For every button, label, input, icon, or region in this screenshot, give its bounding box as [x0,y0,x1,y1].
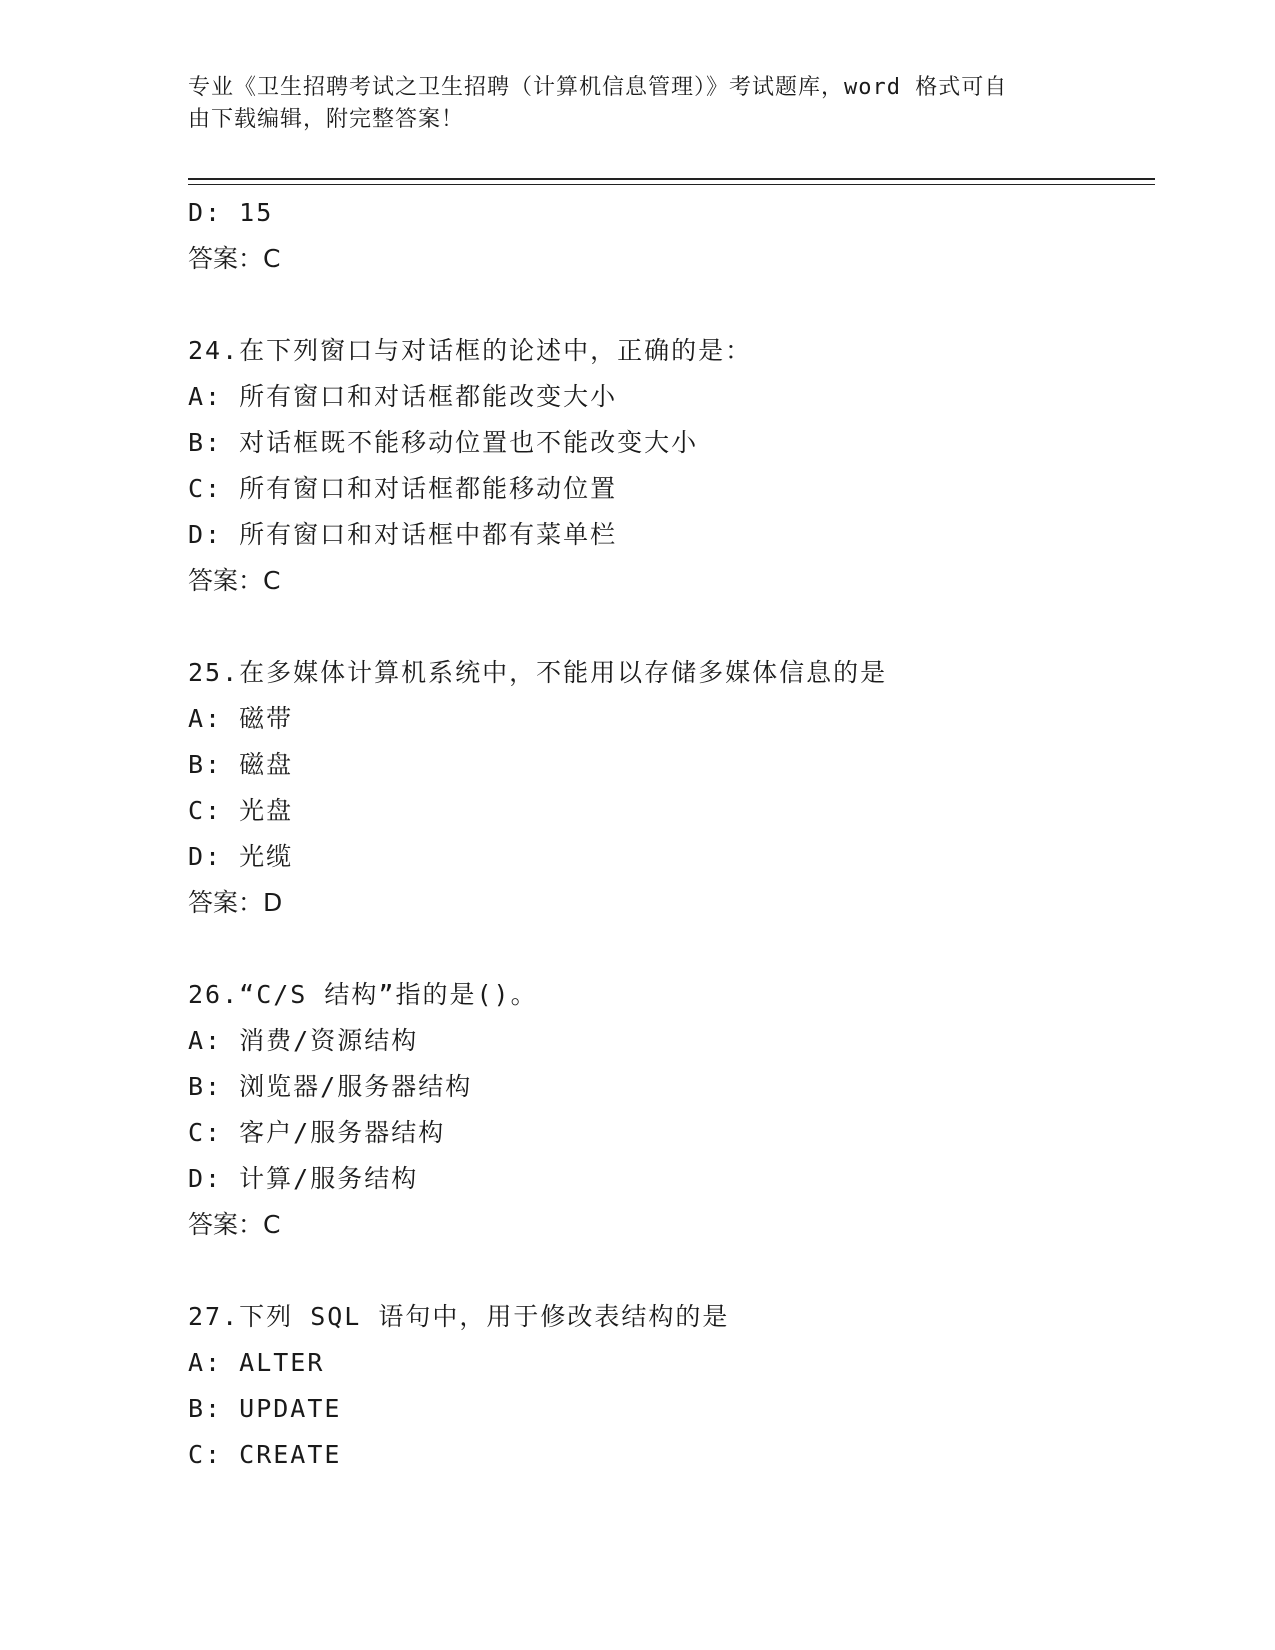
prev-answer: 答案：C [188,244,281,273]
header-line-2: 由下载编辑，附完整答案！ [188,107,465,132]
question-stem: 25.在多媒体计算机系统中，不能用以存储多媒体信息的是 [188,658,888,687]
option-a: A: 消费/资源结构 [188,1026,419,1055]
question-25 [188,650,1148,926]
header-line-1: 专业《卫生招聘考试之卫生招聘（计算机信息管理）》考试题库，word 格式可自 [188,75,1008,100]
option-c: C: CREATE [188,1440,342,1469]
question-stem: 27.下列 SQL 语句中，用于修改表结构的是 [188,1302,730,1331]
answer: 答案：C [188,1210,281,1239]
prev-option-d: D: 15 [188,198,274,227]
option-d: D: 计算/服务结构 [188,1164,419,1193]
option-b: B: UPDATE [188,1394,342,1423]
option-d: D: 所有窗口和对话框中都有菜单栏 [188,520,618,549]
option-b: B: 磁盘 [188,750,294,779]
question-stem: 24.在下列窗口与对话框的论述中，正确的是： [188,336,753,365]
option-b: B: 浏览器/服务器结构 [188,1072,473,1101]
option-b: B: 对话框既不能移动位置也不能改变大小 [188,428,699,457]
question-26 [188,972,1148,1248]
question-list [188,190,1148,1478]
header-rule-thick [188,178,1155,180]
question-27 [188,1294,1148,1478]
document-header [188,72,1088,136]
answer: 答案：C [188,566,281,595]
option-d: D: 光缆 [188,842,294,871]
answer: 答案：D [188,888,283,917]
option-c: C: 客户/服务器结构 [188,1118,446,1147]
option-a: A: 磁带 [188,704,294,733]
option-c: C: 光盘 [188,796,294,825]
question-stem: 26.“C/S 结构”指的是()。 [188,980,538,1009]
option-a: A: 所有窗口和对话框都能改变大小 [188,382,618,411]
header-rule-thin [188,184,1155,185]
option-c: C: 所有窗口和对话框都能移动位置 [188,474,618,503]
option-a: A: ALTER [188,1348,325,1377]
question-24 [188,328,1148,604]
